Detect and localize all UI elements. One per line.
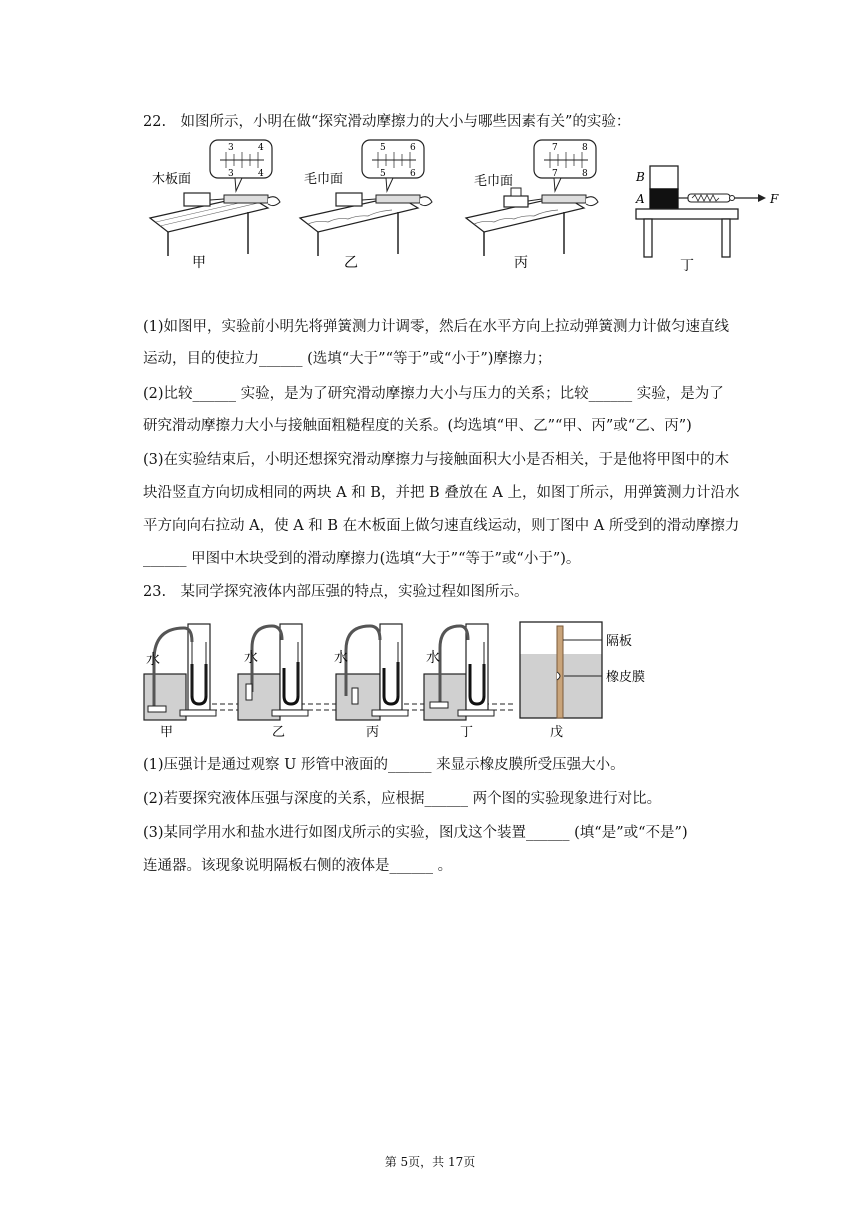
panel-label-yi: 乙 xyxy=(344,255,358,271)
q23-stem: 23. 某同学探究液体内部压强的特点，实验过程如图所示。 xyxy=(143,584,529,600)
q22-figure xyxy=(140,136,790,274)
friction-setup-yi xyxy=(300,140,432,256)
q22-part3-line1: (3)在实验结束后，小明还想探究滑动摩擦力与接触面积大小是否相关，于是他将甲图中的木 xyxy=(143,452,730,468)
pressure-gauge-yi xyxy=(238,624,308,720)
panel-label-bing: 丙 xyxy=(366,725,380,740)
q23-part3-line2: 连通器。该现象说明隔板右侧的液体是______ 。 xyxy=(143,858,453,874)
label-f: F xyxy=(770,192,779,206)
surface-label-bing: 毛巾面 xyxy=(474,174,514,189)
panel-label-wu: 戊 xyxy=(550,725,564,740)
panel-label-jia: 甲 xyxy=(192,255,206,271)
panel-label-yi: 乙 xyxy=(272,725,286,740)
gauge-digit: 6 xyxy=(410,169,416,179)
pressure-gauge-bing xyxy=(336,624,408,720)
label-b: B xyxy=(636,170,645,184)
q22-stem: 22. 如图所示，小明在做“探究滑动摩擦力的大小与哪些因素有关”的实验： xyxy=(143,114,631,130)
panel-label-ding: 丁 xyxy=(680,258,694,274)
water-label: 水 xyxy=(146,652,160,668)
water-label: 水 xyxy=(426,650,440,666)
panel-label-ding: 丁 xyxy=(460,725,474,740)
q22-part1-line2: 运动，目的使拉力______ (选填“大于”“等于”或“小于”)摩擦力； xyxy=(143,351,552,367)
label-a: A xyxy=(636,192,645,206)
gauge-digit: 4 xyxy=(258,143,264,153)
q22-part3-line2: 块沿竖直方向切成相同的两块 A 和 B，并把 B 叠放在 A 上，如图丁所示，用弹簧测力计沿水 xyxy=(143,485,740,501)
membrane-label: 橡皮膜 xyxy=(606,670,646,685)
partition-label: 隔板 xyxy=(606,634,633,649)
gauge-digit: 3 xyxy=(228,143,234,153)
q23-part3-line1: (3)某同学用水和盐水进行如图戊所示的实验，图戊这个装置______ (填“是”或“不是”) xyxy=(143,825,688,841)
surface-label-jia: 木板面 xyxy=(152,172,192,187)
q23-figure xyxy=(140,612,680,742)
q22-part1-line1: (1)如图甲，实验前小明先将弹簧测力计调零，然后在水平方向上拉动弹簧测力计做匀速直线 xyxy=(143,319,730,335)
panel-label-jia: 甲 xyxy=(160,725,174,740)
partition-container-wu xyxy=(520,622,602,718)
gauge-digit: 4 xyxy=(258,169,264,179)
q23-part2: (2)若要探究液体压强与深度的关系，应根据______ 两个图的实验现象进行对比。 xyxy=(143,791,662,807)
gauge-digit: 5 xyxy=(380,169,386,179)
q23-part1: (1)压强计是通过观察 U 形管中液面的______ 来显示橡皮膜所受压强大小。 xyxy=(143,757,625,773)
gauge-digit: 5 xyxy=(380,143,386,153)
friction-setup-bing xyxy=(466,140,598,256)
gauge-digit: 7 xyxy=(552,143,558,153)
panel-label-bing: 丙 xyxy=(514,255,528,271)
water-label: 水 xyxy=(334,650,348,666)
pressure-gauge-ding xyxy=(424,624,494,720)
gauge-digit: 8 xyxy=(582,143,588,153)
pressure-gauge-jia xyxy=(144,624,216,720)
gauge-digit: 6 xyxy=(410,143,416,153)
water-label: 水 xyxy=(244,650,258,666)
q22-part2-line1: (2)比较______ 实验，是为了研究滑动摩擦力大小与压力的关系；比较______ 实验，是为了 xyxy=(143,386,724,402)
q22-part3-line4: ______ 甲图中木块受到的滑动摩擦力(选填“大于”“等于”或“小于”)。 xyxy=(143,551,581,567)
surface-label-yi: 毛巾面 xyxy=(304,172,344,187)
friction-setup-jia xyxy=(150,140,280,256)
gauge-digit: 7 xyxy=(552,169,558,179)
q22-part3-line3: 平方向向右拉动 A，使 A 和 B 在木板面上做匀速直线运动，则丁图中 A 所受到的滑动摩擦力 xyxy=(143,518,740,534)
page-footer: 第 5页，共 17页 xyxy=(384,1155,476,1169)
q22-part2-line2: 研究滑动摩擦力大小与接触面粗糙程度的关系。(均选填“甲、乙”“甲、丙”或“乙、丙”) xyxy=(143,418,692,434)
gauge-digit: 3 xyxy=(228,169,234,179)
stacked-blocks-ding xyxy=(636,166,766,257)
gauge-digit: 8 xyxy=(582,169,588,179)
